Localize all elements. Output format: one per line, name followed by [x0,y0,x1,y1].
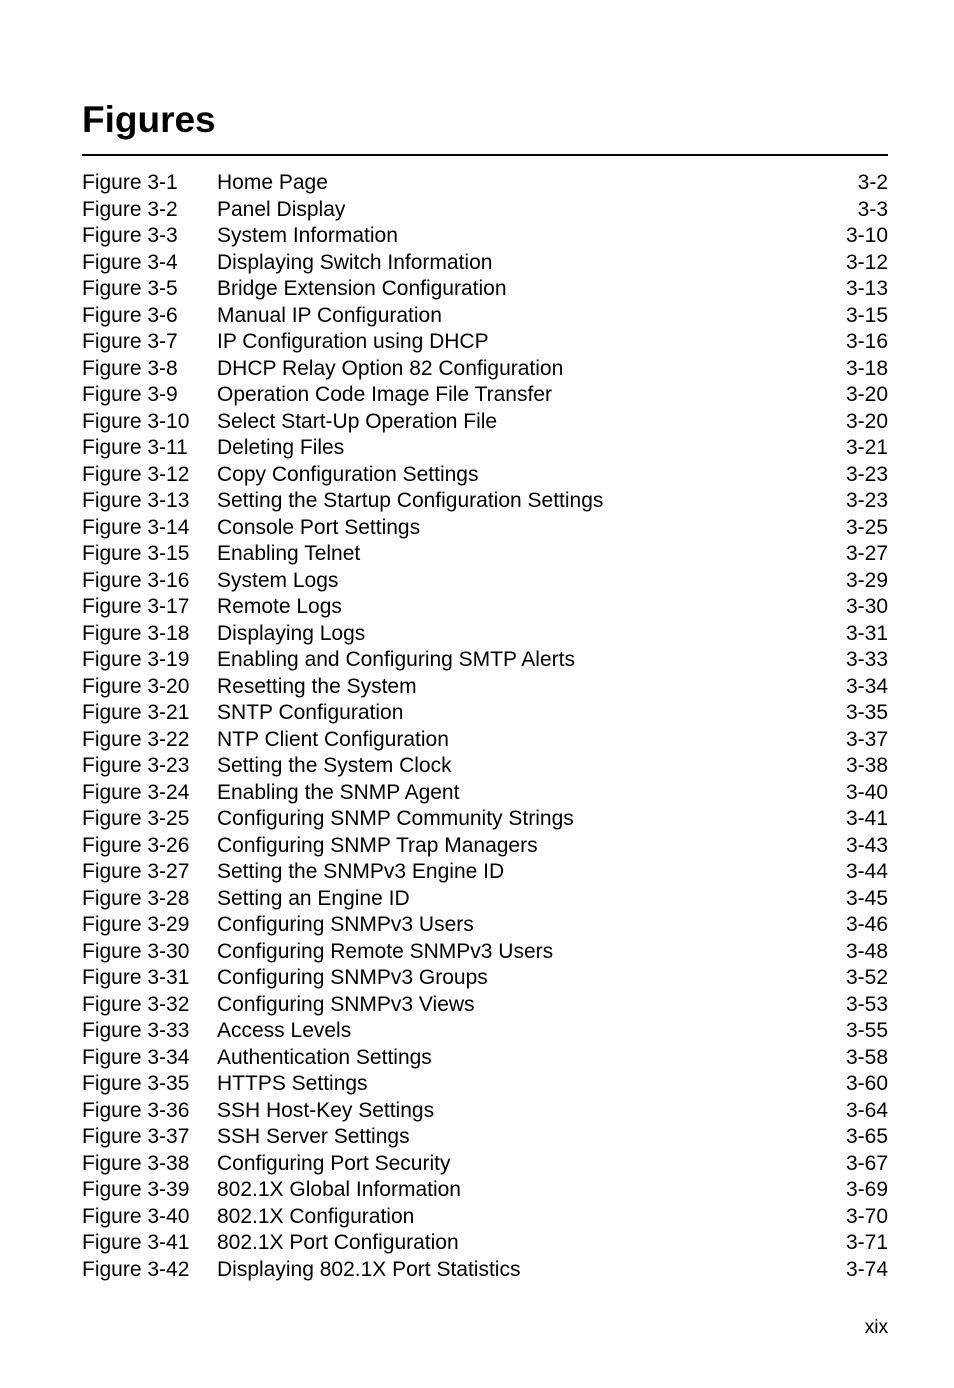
figure-page-ref: 3-3 [857,197,888,221]
figure-entry[interactable] [82,409,888,436]
figure-page-ref: 3-60 [845,1072,888,1095]
figure-entry[interactable] [82,382,888,409]
figure-number: Figure 3-23 [82,754,190,777]
figure-title: Operation Code Image File Transfer [217,383,552,406]
figure-page-ref: 3-58 [845,1045,888,1069]
figure-title: HTTPS Settings [217,1072,368,1095]
figure-page-ref: 3-29 [845,568,888,592]
figure-title: Console Port Settings [217,515,421,539]
figure-number: Figure 3-26 [82,833,190,857]
figure-page-ref: 3-23 [845,462,888,486]
figure-page-ref: 3-41 [845,807,888,830]
figure-number: Figure 3-10 [82,409,190,433]
figure-page-ref: 3-23 [845,489,888,512]
figure-number: Figure 3-6 [82,303,178,327]
figure-entry[interactable] [82,1230,888,1257]
figure-list [82,170,888,1283]
figure-page-ref: 3-52 [845,966,888,989]
figure-title: Enabling Telnet [217,542,361,565]
figure-number: Figure 3-1 [82,171,178,194]
figure-number: Figure 3-29 [82,913,190,936]
figure-page-ref: 3-30 [845,595,888,618]
figure-entry[interactable] [82,435,888,462]
figure-number: Figure 3-34 [82,1045,190,1069]
figure-page-ref: 3-2 [857,171,888,194]
figure-title: Resetting the System [217,674,417,698]
figure-entry[interactable] [82,541,888,568]
figure-entry[interactable] [82,674,888,701]
figure-number: Figure 3-30 [82,939,190,963]
figure-number: Figure 3-41 [82,1231,190,1254]
figure-page-ref: 3-67 [845,1151,888,1175]
figure-number: Figure 3-25 [82,807,190,830]
figure-title: Configuring Remote SNMPv3 Users [217,939,554,963]
figure-title: NTP Client Configuration [217,727,449,751]
figure-title: Setting the Startup Configuration Settings [217,489,604,512]
figure-title: Setting an Engine ID [217,886,410,910]
figure-title: Access Levels [217,1019,352,1042]
figure-title: System Information [217,224,398,247]
figure-number: Figure 3-33 [82,1019,190,1042]
figure-page-ref: 3-27 [845,542,888,565]
figure-entry[interactable] [82,1098,888,1125]
figure-title: 802.1X Global Information [217,1178,461,1201]
figure-entry[interactable] [82,1018,888,1045]
figure-title: Authentication Settings [217,1045,432,1069]
figure-title: Configuring SNMPv3 Users [217,913,474,936]
figure-page-ref: 3-71 [845,1231,888,1254]
figure-entry[interactable] [82,223,888,250]
figure-entry[interactable] [82,647,888,674]
figure-page-ref: 3-25 [845,515,888,539]
figure-page-ref: 3-35 [845,701,888,724]
figure-title: Enabling the SNMP Agent [217,780,460,804]
figure-number: Figure 3-31 [82,966,190,989]
figure-entry[interactable] [82,594,888,621]
figure-page-ref: 3-65 [845,1125,888,1148]
figure-title: Bridge Extension Configuration [217,277,507,300]
figure-number: Figure 3-38 [82,1151,190,1175]
figure-title: Panel Display [217,197,346,221]
figure-title: Configuring SNMPv3 Views [217,992,475,1016]
figure-page-ref: 3-34 [845,674,888,698]
figure-title: Enabling and Configuring SMTP Alerts [217,648,575,671]
figure-number: Figure 3-5 [82,277,178,300]
figure-entry[interactable] [82,833,888,860]
figure-entry[interactable] [82,780,888,807]
figure-title: Configuring SNMPv3 Groups [217,966,488,989]
figure-entry[interactable] [82,912,888,939]
figure-number: Figure 3-4 [82,250,178,274]
figure-entry[interactable] [82,1177,888,1204]
figure-title: Manual IP Configuration [217,303,442,327]
figure-page-ref: 3-18 [845,356,888,380]
page-title: Figures [82,99,216,140]
figure-entry[interactable] [82,276,888,303]
figure-number: Figure 3-14 [82,515,190,539]
figure-entry[interactable] [82,1071,888,1098]
figure-page-ref: 3-44 [845,860,888,883]
figure-title: System Logs [217,568,339,592]
figure-title: Remote Logs [217,595,342,618]
figure-page-ref: 3-10 [845,224,888,247]
figure-page-ref: 3-13 [845,277,888,300]
figure-number: Figure 3-7 [82,330,178,353]
figure-number: Figure 3-40 [82,1204,190,1228]
figure-title: Copy Configuration Settings [217,462,479,486]
figure-page-ref: 3-16 [845,330,888,353]
figure-title: Configuring SNMP Community Strings [217,807,574,830]
figure-title: SNTP Configuration [217,701,404,724]
figure-number: Figure 3-8 [82,356,178,380]
figure-title: Select Start-Up Operation File [217,409,498,433]
figure-entry[interactable] [82,753,888,780]
figure-entry[interactable] [82,621,888,648]
figure-entry[interactable] [82,700,888,727]
figure-page-ref: 3-53 [845,992,888,1016]
figure-page-ref: 3-37 [845,727,888,751]
figure-page-ref: 3-70 [845,1204,888,1228]
figure-title: Deleting Files [217,436,345,459]
figure-title: Displaying Logs [217,621,366,645]
figure-title: Configuring SNMP Trap Managers [217,833,538,857]
figure-number: Figure 3-32 [82,992,190,1016]
figure-title: DHCP Relay Option 82 Configuration [217,356,564,380]
figure-number: Figure 3-3 [82,224,178,247]
figure-number: Figure 3-9 [82,383,178,406]
figure-entry[interactable] [82,859,888,886]
figure-entry[interactable] [82,356,888,383]
figure-entry[interactable] [82,1257,888,1284]
figure-number: Figure 3-22 [82,727,190,751]
figure-entry[interactable] [82,1204,888,1231]
figure-entry[interactable] [82,992,888,1019]
figure-page-ref: 3-64 [845,1098,888,1122]
figure-entry[interactable] [82,568,888,595]
figure-entry[interactable] [82,886,888,913]
figure-page-ref: 3-40 [845,780,888,804]
figure-page-ref: 3-33 [845,648,888,671]
figure-entry[interactable] [82,939,888,966]
figure-entry[interactable] [82,515,888,542]
figure-page-ref: 3-31 [845,621,888,645]
figure-number: Figure 3-2 [82,197,178,221]
figure-number: Figure 3-13 [82,489,190,512]
title-divider [82,154,888,156]
figure-number: Figure 3-28 [82,886,190,910]
figure-entry[interactable] [82,727,888,754]
figure-title: SSH Host-Key Settings [217,1098,435,1122]
page-number: xix [864,1317,888,1338]
figure-page-ref: 3-48 [845,939,888,963]
figure-number: Figure 3-37 [82,1125,190,1148]
figure-entry[interactable] [82,250,888,277]
figure-entry[interactable] [82,488,888,515]
figure-entry[interactable] [82,303,888,330]
figure-number: Figure 3-18 [82,621,190,645]
figure-number: Figure 3-21 [82,701,190,724]
figure-page-ref: 3-45 [845,886,888,910]
figure-number: Figure 3-15 [82,542,190,565]
figure-page-ref: 3-21 [845,436,888,459]
figure-page-ref: 3-74 [845,1257,888,1281]
figure-title: Setting the SNMPv3 Engine ID [217,860,505,883]
figure-entry[interactable] [82,1151,888,1178]
figure-number: Figure 3-16 [82,568,190,592]
figure-number: Figure 3-35 [82,1072,190,1095]
figure-title: Displaying 802.1X Port Statistics [217,1257,521,1281]
figure-page-ref: 3-12 [845,250,888,274]
figure-page-ref: 3-69 [845,1178,888,1201]
figure-page-ref: 3-20 [845,383,888,406]
figure-title: Configuring Port Security [217,1151,451,1175]
figure-title: SSH Server Settings [217,1125,410,1148]
figure-number: Figure 3-19 [82,648,190,671]
figure-number: Figure 3-17 [82,595,190,618]
figure-title: Home Page [217,171,328,194]
figure-page-ref: 3-15 [845,303,888,327]
figure-entry[interactable] [82,1124,888,1151]
figure-title: 802.1X Port Configuration [217,1231,459,1254]
figure-page-ref: 3-38 [845,754,888,777]
figure-number: Figure 3-20 [82,674,190,698]
figure-page-ref: 3-43 [845,833,888,857]
figure-title: 802.1X Configuration [217,1204,415,1228]
figure-page-ref: 3-20 [845,409,888,433]
figure-number: Figure 3-27 [82,860,190,883]
figure-entry[interactable] [82,965,888,992]
figure-page-ref: 3-46 [845,913,888,936]
figure-entry[interactable] [82,462,888,489]
figure-entry[interactable] [82,806,888,833]
figure-title: Setting the System Clock [217,754,452,777]
figure-page-ref: 3-55 [845,1019,888,1042]
figure-number: Figure 3-42 [82,1257,190,1281]
figure-number: Figure 3-39 [82,1178,190,1201]
figure-number: Figure 3-12 [82,462,190,486]
figure-entry[interactable] [82,197,888,224]
figure-number: Figure 3-36 [82,1098,190,1122]
figure-entry[interactable] [82,170,888,197]
figure-number: Figure 3-11 [82,436,188,459]
figure-title: Displaying Switch Information [217,250,493,274]
figure-entry[interactable] [82,1045,888,1072]
figure-title: IP Configuration using DHCP [217,330,489,353]
figure-entry[interactable] [82,329,888,356]
figure-number: Figure 3-24 [82,780,190,804]
